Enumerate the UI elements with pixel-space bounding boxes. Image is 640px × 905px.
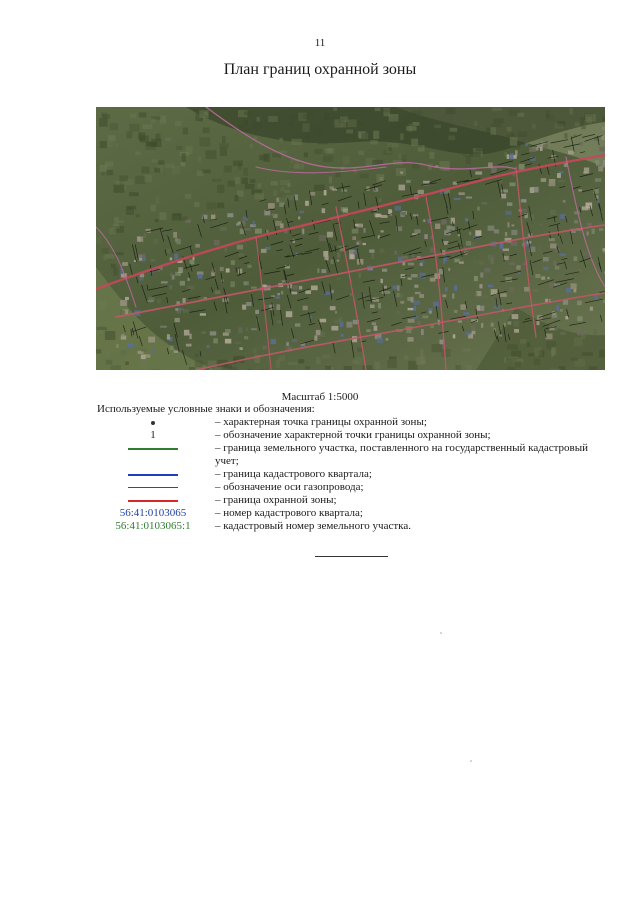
pipeline-line-icon — [128, 487, 178, 488]
legend-label: – обозначение характерной точки границы охранной зоны; — [215, 429, 491, 441]
legend-label: – кадастровый номер земельного участка. — [215, 520, 411, 532]
blue-line-icon — [128, 474, 178, 476]
cadastral-plot-code: 56:41:0103065:1 — [115, 520, 191, 532]
legend-heading: Используемые условные знаки и обозначения: — [97, 403, 315, 415]
scan-speck — [470, 760, 472, 762]
scan-speck — [440, 632, 442, 634]
cadastral-block-code: 56:41:0103065 — [119, 507, 187, 519]
red-line-icon — [128, 500, 178, 502]
legend-row-land-plot-boundary — [97, 442, 597, 468]
legend-label: – граница охранной зоны; — [215, 494, 337, 506]
legend-row-cadastral-block-number — [97, 507, 597, 520]
legend — [97, 416, 597, 533]
point-number-symbol: 1 — [150, 429, 156, 441]
green-line-icon — [128, 448, 178, 450]
legend-label: – граница земельного участка, поставленного на государственный кадастровый учет; — [215, 442, 588, 467]
legend-label: – обозначение оси газопровода; — [215, 481, 364, 493]
map-scale: Масштаб 1:5000 — [281, 391, 359, 403]
map-image — [96, 107, 605, 370]
page-title: План границ охранной зоны — [223, 61, 417, 78]
page-number: 11 — [314, 37, 326, 49]
legend-label: – номер кадастрового квартала; — [215, 507, 363, 519]
legend-row-boundary-point — [97, 416, 597, 429]
legend-row-protection-zone-boundary — [97, 494, 597, 507]
legend-label: – характерная точка границы охранной зоны; — [215, 416, 427, 428]
satellite-map — [96, 107, 605, 370]
legend-label: – граница кадастрового квартала; — [215, 468, 372, 480]
legend-row-gas-pipeline-axis — [97, 481, 597, 494]
legend-row-cadastral-plot-number — [97, 520, 597, 533]
boundary-point-icon — [151, 421, 155, 425]
legend-row-point-designation — [97, 429, 597, 442]
end-rule — [315, 556, 388, 557]
legend-row-cadastral-block-boundary — [97, 468, 597, 481]
